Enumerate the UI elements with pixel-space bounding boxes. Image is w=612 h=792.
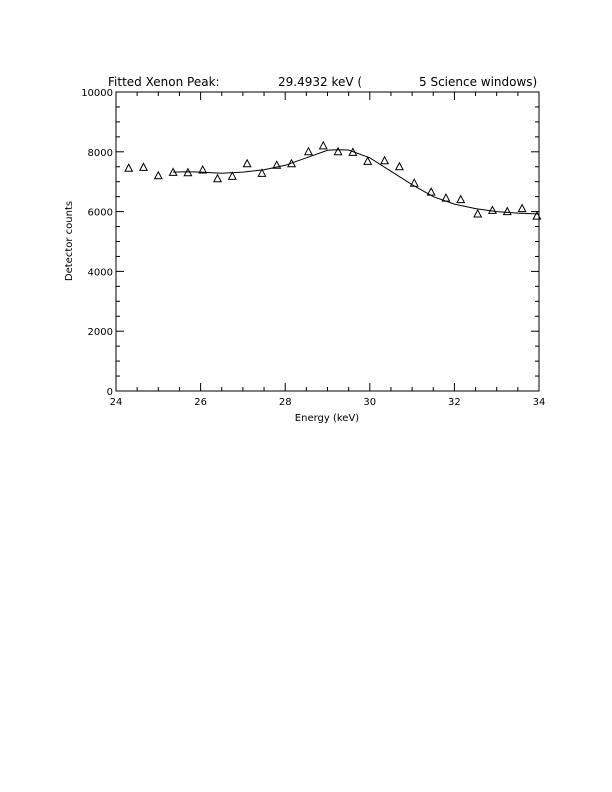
data-point bbox=[334, 148, 341, 155]
data-point bbox=[381, 157, 388, 164]
data-point bbox=[442, 194, 449, 201]
y-tick-label: 2000 bbox=[87, 327, 113, 339]
plot-frame bbox=[116, 92, 539, 391]
x-tick-label: 32 bbox=[448, 397, 461, 408]
y-tick-label: 10000 bbox=[81, 88, 113, 99]
data-point bbox=[504, 208, 511, 215]
chart-title-energy: 29.4932 keV ( bbox=[278, 75, 363, 89]
x-axis-label: Energy (keV) bbox=[294, 413, 360, 424]
x-tick-label: 24 bbox=[109, 397, 123, 408]
x-tick-label: 28 bbox=[278, 397, 292, 408]
x-tick-label: 34 bbox=[532, 397, 546, 408]
data-point bbox=[489, 206, 496, 213]
data-points bbox=[125, 142, 541, 219]
y-axis-ticks bbox=[116, 92, 539, 391]
y-tick-label: 6000 bbox=[87, 207, 113, 219]
data-point bbox=[396, 163, 403, 170]
data-point bbox=[140, 163, 147, 170]
fit-curve bbox=[173, 150, 539, 214]
data-point bbox=[125, 164, 132, 171]
chart-title-windows: 5 Science windows) bbox=[419, 75, 538, 89]
chart-title-label: Fitted Xenon Peak: bbox=[108, 75, 220, 89]
data-point bbox=[229, 172, 236, 179]
data-point bbox=[518, 205, 525, 212]
y-tick-label: 4000 bbox=[87, 267, 113, 279]
data-point bbox=[155, 172, 162, 179]
y-axis-label: Detector counts bbox=[64, 200, 75, 282]
y-axis-tick-labels bbox=[81, 88, 113, 398]
x-axis-tick-labels bbox=[110, 397, 546, 408]
data-point bbox=[427, 188, 434, 195]
y-tick-label: 8000 bbox=[87, 147, 113, 159]
data-point bbox=[457, 196, 464, 203]
data-point bbox=[474, 210, 481, 217]
data-point bbox=[320, 142, 327, 149]
data-point bbox=[243, 160, 250, 167]
y-tick-label: 0 bbox=[106, 387, 113, 398]
data-point bbox=[214, 175, 221, 182]
x-tick-label: 30 bbox=[363, 397, 377, 408]
x-tick-label: 26 bbox=[194, 397, 207, 408]
data-point bbox=[411, 179, 418, 186]
data-point bbox=[305, 148, 312, 155]
x-axis-ticks bbox=[116, 92, 539, 391]
